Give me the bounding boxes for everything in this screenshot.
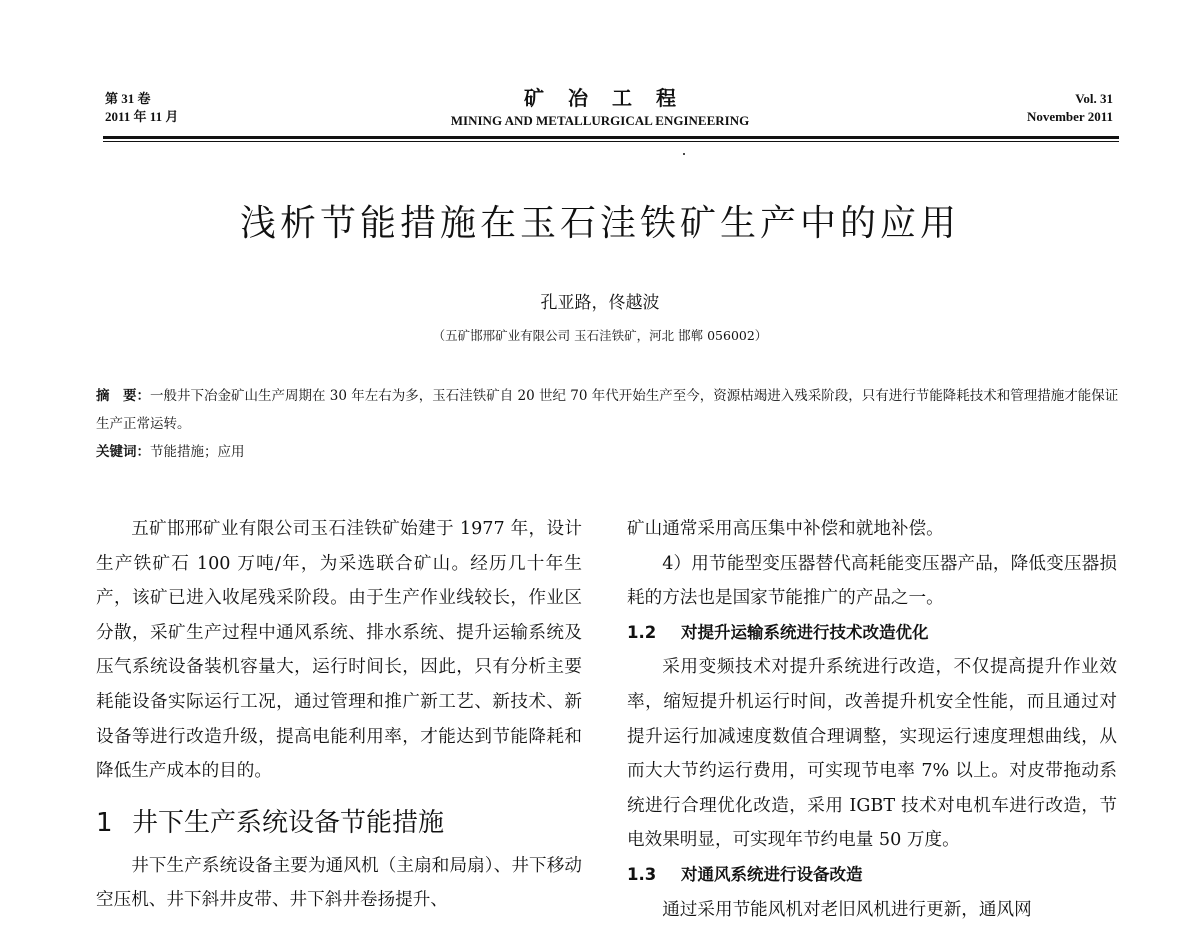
volume-en: Vol. 31 [1075, 91, 1113, 106]
abstract [96, 382, 1121, 438]
keywords-text: 节能措施；应用 [150, 444, 245, 460]
page-speck [683, 153, 685, 155]
issue-date-en: November 2011 [1026, 109, 1113, 124]
journal-title-cn: 矿冶工程 [524, 86, 700, 110]
paragraph: 4）用节能型变压器替代高耗能变压器产品，降低变压器损耗的方法也是国家节能推广的产品之一。 [627, 553, 1117, 609]
paragraph: 通过采用节能风机对老旧风机进行更新，通风网 [662, 899, 1032, 920]
section1-paragraph: 井下生产系统设备主要为通风机（主扇和局扇）、井下移动空压机、井下斜井皮带、井下斜井卷扬提升、 [96, 855, 582, 911]
header-center [0, 86, 1200, 130]
journal-title-en: MINING AND METALLURGICAL ENGINEERING [450, 113, 750, 128]
header-rule [103, 136, 1119, 139]
subsection-number: 1.2 [627, 622, 657, 642]
left-column [96, 512, 582, 918]
section-number: 1 [96, 807, 113, 838]
header-right [1027, 90, 1113, 126]
subsection-heading-1-2 [627, 616, 1117, 651]
paragraph: 矿山通常采用高压集中补偿和就地补偿。 [627, 519, 944, 539]
header-rule-thin [103, 141, 1119, 142]
intro-paragraph: 五矿邯邢矿业有限公司玉石洼铁矿始建于 1977 年，设计生产铁矿石 100 万吨/年，为采选联合矿山。经历几十年生产，该矿已进入收尾残采阶段。由于生产作业线较长，作业区分散，采矿生产过程中通风系统、排水系统、提升运输系统及压气系统设备装机容量大，运行时间长，因此，只有分析主要耗能设备实际运行工况，通过管理和推广新工艺、新技术、新设备等进行改造升级，提高电能利用率，才能达到节能降耗和降低生产成本的目的。 [96, 519, 582, 782]
article-title: 浅析节能措施在玉石洼铁矿生产中的应用 [239, 203, 960, 244]
abstract-text: 一般井下冶金矿山生产周期在 30 年左右为多，玉石洼铁矿自 20 世纪 70 年代开始生产至今，资源枯竭进入残采阶段，只有进行节能降耗技术和管理措施才能保证生产正常运转。 [96, 388, 1119, 432]
keywords [96, 438, 1121, 466]
issue-date: 2011 年 11 月 [105, 109, 179, 124]
abstract-block [96, 382, 1121, 466]
abstract-label: 摘 要： [96, 388, 150, 404]
section-title: 井下生产系统设备节能措施 [132, 807, 445, 838]
paragraph: 采用变频技术对提升系统进行改造，不仅提高提升作业效率，缩短提升机运行时间，改善提升机安全性能，而且通过对提升运行加减速度数值合理调整，实现运行速度理想曲线，从而大大节约运行费用，可实现节电率 7% 以上。对皮带拖动系统进行合理优化改造，采用 IGBT 技术对电机车进行改造，节电效果明显，可实现年节约电量 50 万度。 [627, 657, 1117, 851]
subsection-title: 对通风系统进行设备改造 [681, 864, 863, 884]
subsection-title: 对提升运输系统进行技术改造优化 [681, 622, 929, 642]
author-list: 孔亚路，佟越波 [540, 293, 660, 313]
keywords-label: 关键词： [96, 444, 150, 460]
subsection-number: 1.3 [627, 864, 657, 884]
section-heading-1 [96, 806, 582, 840]
author-affiliation: （五矿邯邢矿业有限公司 玉石洼铁矿，河北 邯郸 056002） [432, 328, 768, 343]
subsection-heading-1-3 [627, 858, 1117, 893]
volume-label: 第 31 卷 [105, 91, 151, 106]
right-column [627, 512, 1117, 927]
